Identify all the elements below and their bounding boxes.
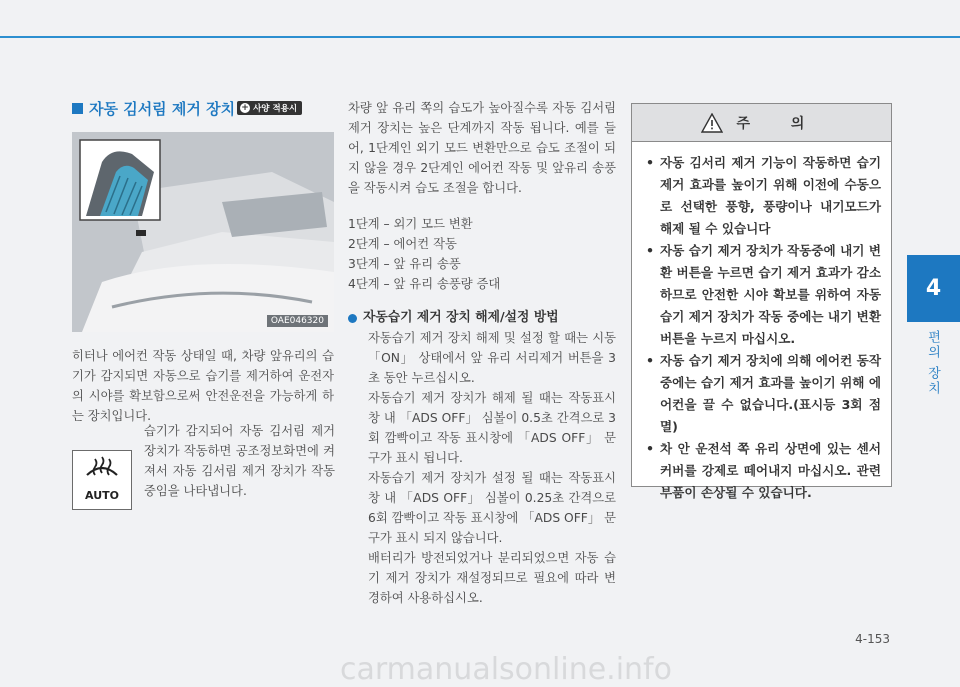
left-column [72,96,334,426]
chapter-tab[interactable] [907,255,960,322]
plus-icon: + [241,103,249,113]
step-list [348,214,616,294]
middle-column [348,98,616,608]
sensor-photo [72,132,334,332]
sub-paragraph: 자동습기 제거 장치가 설정 될 때는 작동표시창 내 「ADS OFF」 심볼이 0.25초 간격으로 6회 깜빡이고 작동 표시창에 「ADS OFF」 문구가 표시 되지 않습니다. [368,471,616,545]
step-item: 3단계 – 앞 유리 송풍 [348,257,461,271]
option-badge [237,101,302,115]
caution-item: • 자동 습기 제거 장치에 의해 에어컨 동작 중에는 습기 제거 효과를 높이기 위해 에어컨을 끌 수 없습니다.(표시등 3회 점멸) [648,350,881,438]
section-heading [72,96,334,120]
caution-item: • 자동 김서리 제거 기능이 작동하면 습기 제거 효과를 높이기 위해 이전에 수동으로 선택한 풍향, 풍량이나 내기모드가 해제 될 수 있습니다 [648,152,881,240]
auto-description: 습기가 감지되어 자동 김서림 제거 장치가 작동하면 공조정보화면에 켜져서 자동 김서림 제거 장치가 작동중임을 나타냅니다. [144,424,335,498]
step-item: 2단계 – 에어컨 작동 [348,237,457,251]
header-rule [0,36,960,38]
caution-title: 주 의 [736,115,823,132]
car-illustration [72,132,334,332]
intro-paragraph: 히터나 에어컨 작동 상태일 때, 차량 앞유리의 습기가 감지되면 자동으로 습기를 제거하여 운전자의 시야를 확보함으로써 안전운전을 가능하게 하는 장치입니다. [72,349,334,423]
step-item: 4단계 – 앞 유리 송풍량 증대 [348,277,501,291]
sub-paragraph: 자동습기 제거 장치 해제 및 설정 할 때는 시동 「ON」 상태에서 앞 유리 서리제거 버튼을 3초 동안 누르십시오. [368,331,616,385]
sub-paragraph: 배터리가 방전되었거나 분리되었으면 자동 습기 제거 장치가 재설정되므로 필요에 따라 변경하여 사용하십시오. [368,551,616,605]
badge-label: 사양 적용시 [253,104,298,114]
chapter-name: 편의 장치 [925,330,940,397]
subheading-text: 자동습기 제거 장치 해제/설정 방법 [363,310,559,325]
square-bullet-icon [72,103,83,114]
sub-content [348,328,616,608]
caution-item: • 차 안 운전석 쪽 유리 상면에 있는 센서 커버를 강제로 떼어내지 마십시오. 관련 부품이 손상될 수 있습니다. [648,438,881,504]
subheading [348,308,616,328]
right-intro: 차량 앞 유리 쪽의 습도가 높아질수록 자동 김서림 제거 장치는 높은 단계까지 작동 됩니다. 예를 들어, 1단계인 외기 모드 변환만으로 습도 조절이 되지 않을 경우 2단계인 에어컨 작동 및 앞유리 송풍을 작동시켜 습도 조절을 합니다. [348,101,616,195]
caution-box [631,103,892,500]
caution-list [632,152,891,504]
page-number: 4-153 [855,632,890,646]
circle-bullet-icon [348,314,357,323]
section-title: 자동 김서림 제거 장치 [89,99,236,118]
watermark: carmanualsonline.info [340,652,672,687]
warning-triangle-icon [701,113,723,133]
step-item: 1단계 – 외기 모드 변환 [348,217,473,231]
photo-code: OAE046320 [267,315,328,327]
chapter-number: 4 [925,276,942,301]
caution-header [632,104,891,142]
caution-item: • 자동 습기 제거 장치가 작동중에 내기 변환 버튼을 누르면 습기 제거 효과가 감소하므로 안전한 시야 확보를 위하여 자동 습기 제거 장치가 작동 중에는 내기 변환 버튼을 누르지 마십시오. [648,240,881,350]
defog-icon [73,451,131,485]
sub-paragraph: 자동습기 제거 장치가 해제 될 때는 작동표시창 내 「ADS OFF」 심볼이 0.5초 간격으로 3회 깜빡이고 작동 표시창에 「ADS OFF」 문구가 표시 됩니다. [368,391,616,465]
auto-label: AUTO [85,489,119,502]
auto-defog-indicator [72,450,132,510]
